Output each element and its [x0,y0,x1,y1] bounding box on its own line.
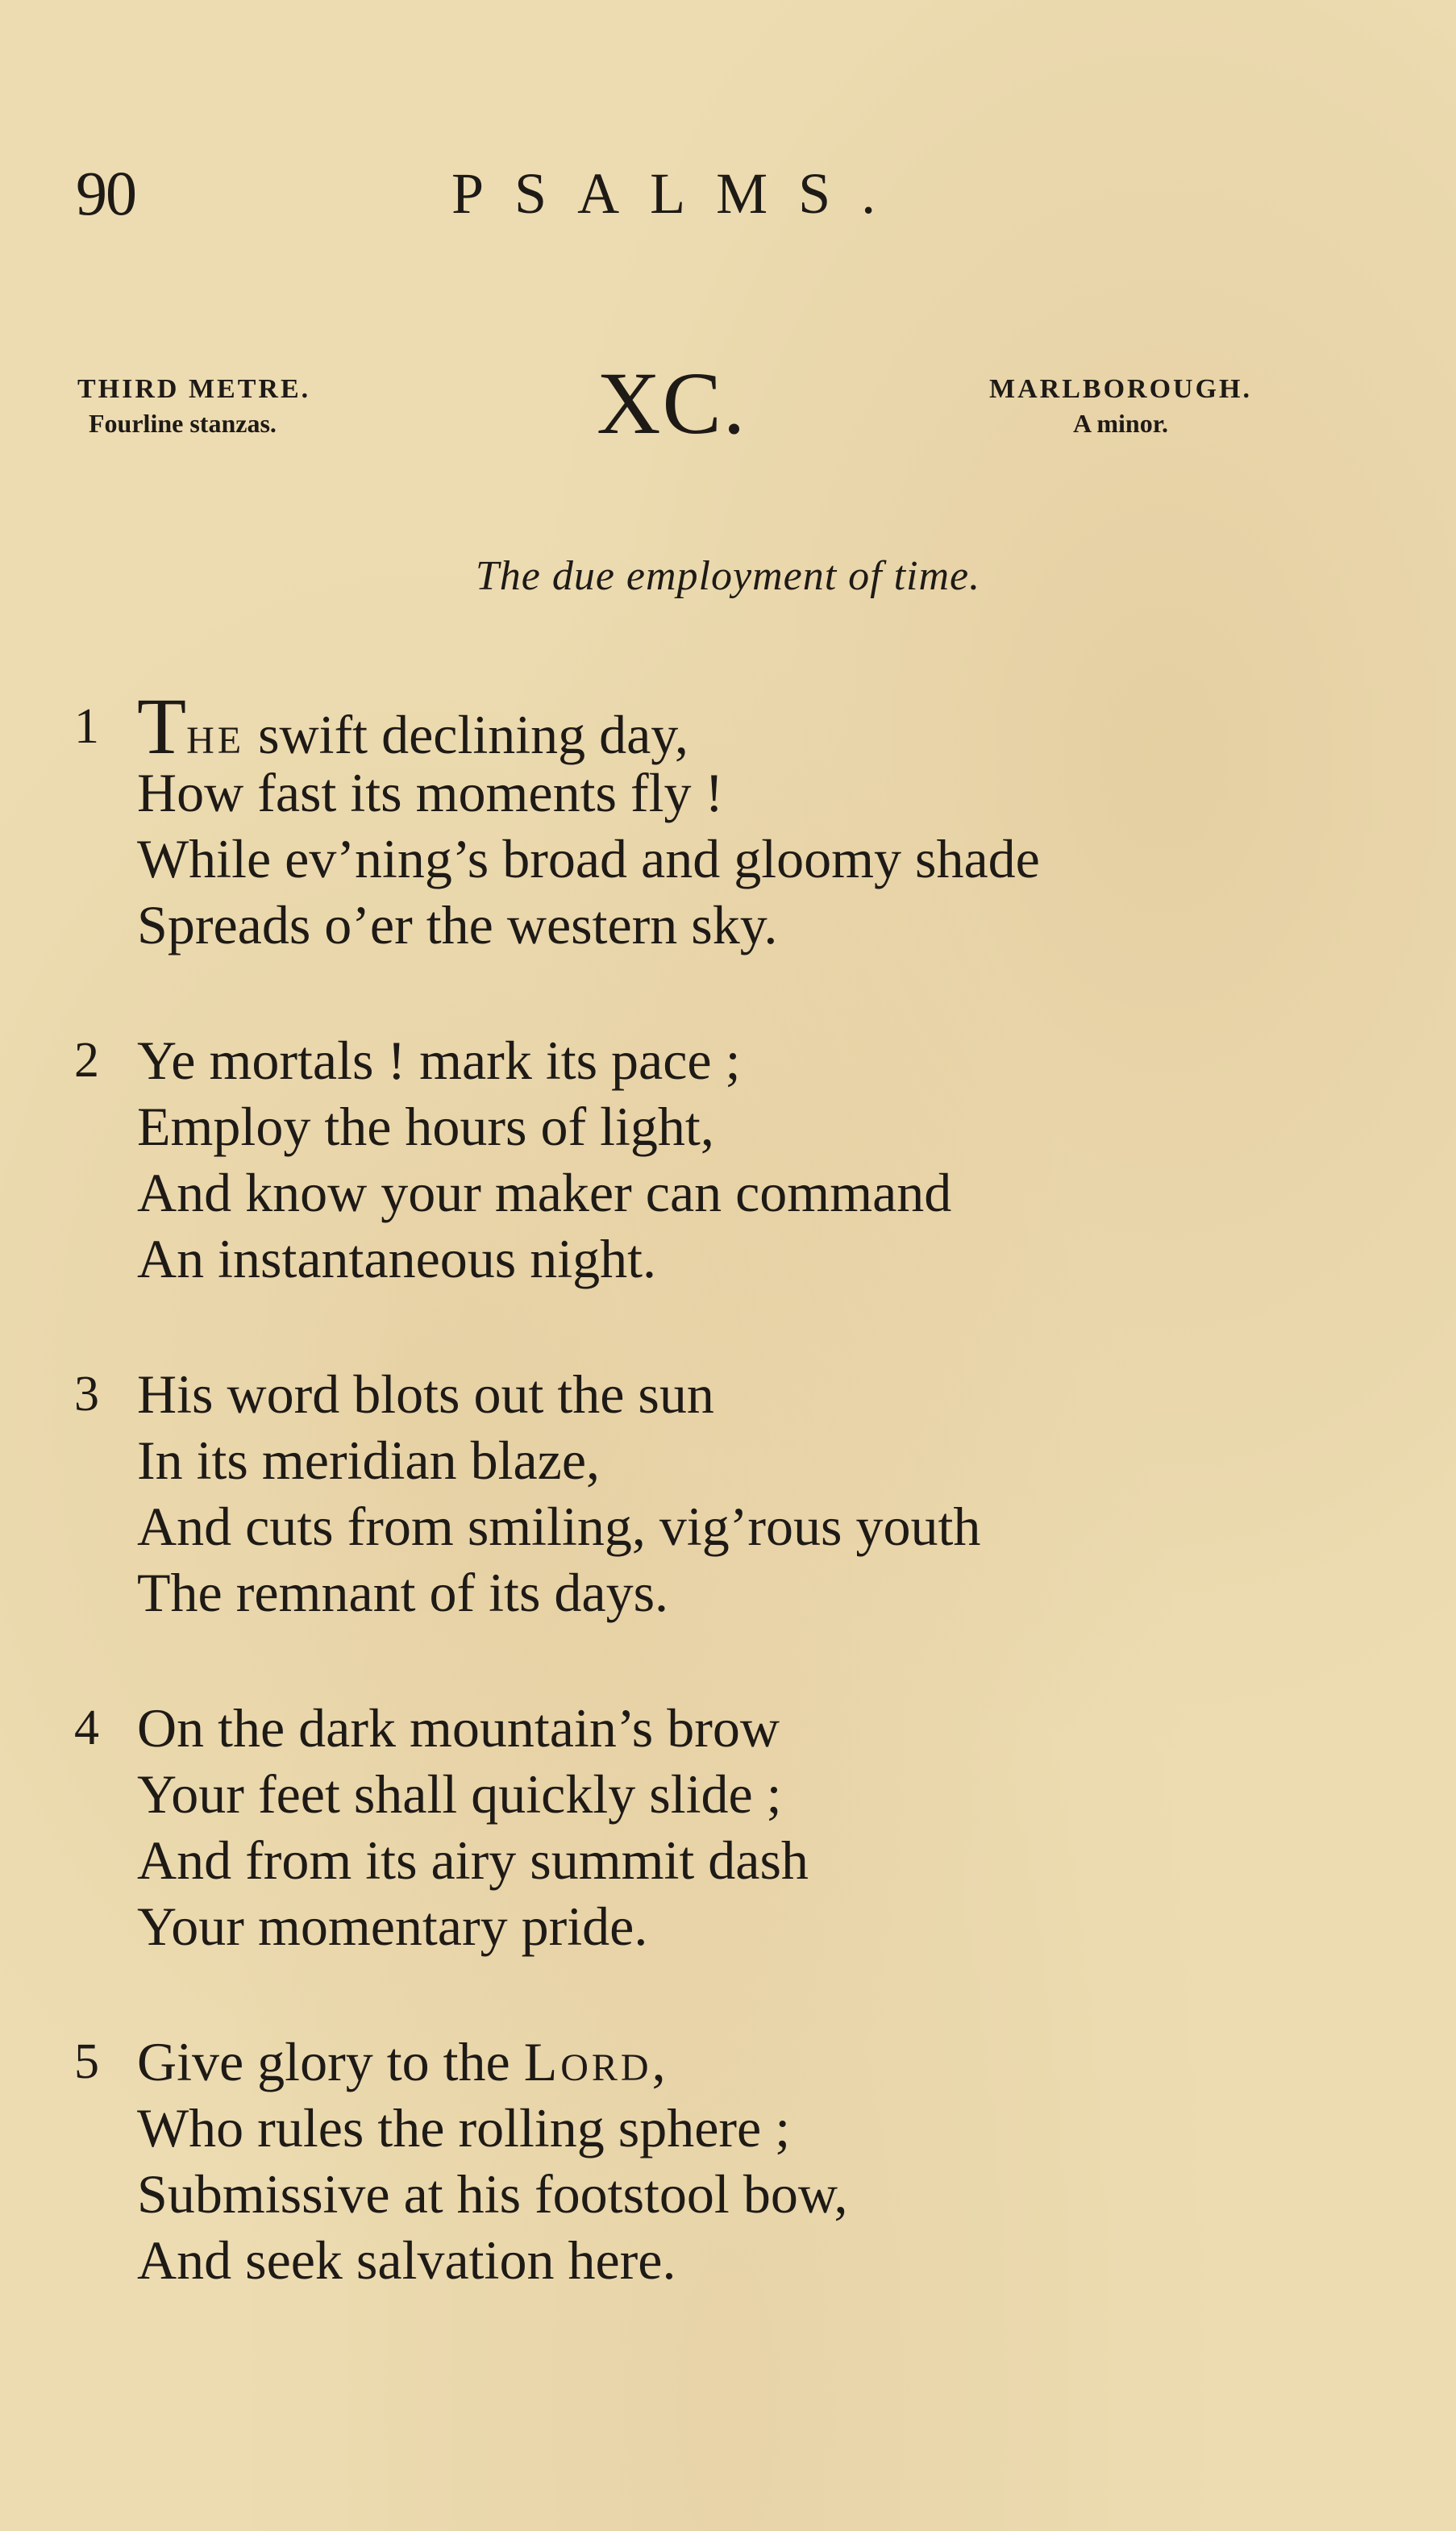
verse-line: And seek salvation here. [137,2229,676,2291]
page-number: 90 [76,158,135,228]
verse-line-text: swift declining day, [244,704,688,765]
tune-info [951,373,1290,440]
verse-line: On the dark mountain’s brow [137,1697,780,1759]
small-caps-text: he [186,704,245,765]
key-label: A minor. [1073,409,1168,438]
tune-label: MARLBOROUGH. [989,374,1252,404]
verse-line: In its meridian blaze, [137,1430,601,1491]
stanza-number: 3 [74,1367,99,1422]
psalm-number: XC. [597,354,747,452]
verse-line: Spreads o’er the western sky. [137,894,778,955]
small-caps-text: Lord [523,2031,652,2092]
stanza-form-label: Fourline stanzas. [89,409,277,438]
verse-line: Ye mortals ! mark its pace ; [137,1030,741,1091]
verse-line: The remnant of its days. [137,1562,669,1623]
verse-line-text: , [651,2031,666,2092]
verse-line [137,681,688,771]
verse-line: Your momentary pride. [137,1896,648,1957]
verse-line: Employ the hours of light, [137,1096,714,1157]
verse-line: His word blots out the sun [137,1363,714,1425]
verse-line: And cuts from smiling, vig’rous youth [137,1496,981,1557]
verse-line: And from its airy summit dash [137,1830,809,1891]
stanza-number: 2 [74,1033,99,1088]
verse-line: And know your maker can command [137,1162,952,1223]
drop-cap: T [137,681,187,771]
verse-line: Submissive at his footstool bow, [137,2163,848,2225]
running-title: PSALMS. [451,161,907,226]
metre-info [77,373,416,440]
running-head [0,153,1456,234]
verse-line: Who rules the rolling sphere ; [137,2097,791,2158]
verse-line: Your feet shall quickly slide ; [137,1763,782,1825]
verse-line-text: Give glory to the [137,2031,524,2092]
verse-line: An instantaneous night. [137,1228,657,1289]
psalm-subtitle: The due employment of time. [475,553,981,599]
stanza-number: 5 [74,2034,99,2089]
verse-line: How fast its moments fly ! [137,762,724,823]
stanza-number: 4 [74,1701,99,1755]
metre-label: THIRD METRE. [77,374,311,404]
stanza-number: 1 [74,699,99,754]
verse-line [137,2029,666,2095]
verse-line: While ev’ning’s broad and gloomy shade [137,828,1040,889]
